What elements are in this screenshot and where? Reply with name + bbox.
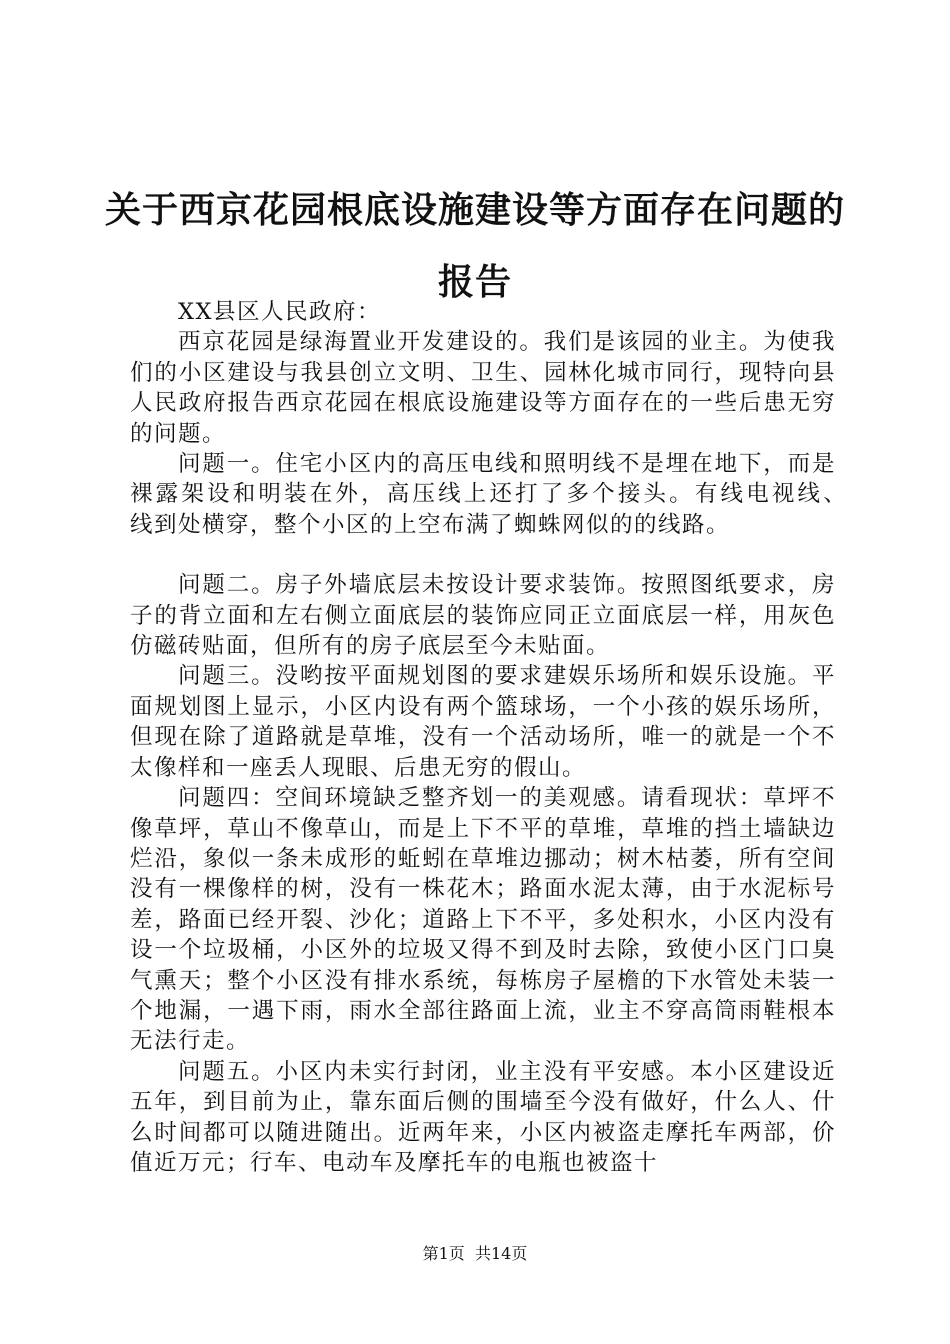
page-number: 第1页 — [422, 1244, 465, 1263]
page-total: 共14页 — [474, 1244, 528, 1263]
paragraph-problem-1: 问题一。住宅小区内的高压电线和照明线不是埋在地下，而是裸露架设和明装在外，高压线上还打了多个接头。有线电视线、 线到处横穿，整个小区的上空布满了蜘蛛网似的的线路。 — [130, 451, 885, 538]
document-body — [130, 297, 885, 1178]
paragraph-problem-5: 问题五。小区内未实行封闭，业主没有平安感。本小区建设近五年，到目前为止，靠东面后侧的围墙至今没有做好，什么人、什么时间都可以随进随出。近两年来，小区内被盗走摩托车两部，价值近万元；行车、电动车及摩托车的电瓶也被盗十 — [130, 1058, 836, 1176]
paragraph-problem-4: 问题四：空间环境缺乏整齐划一的美观感。请看现状：草坪不像草坪，草山不像草山，而是上下不平的草堆，草堆的挡土墙缺边烂沿，象似一条未成形的蚯蚓在草堆边挪动；树木枯萎，所有空间没有一棵像样的树，没有一株花木；路面水泥太薄，由于水泥标号差，路面已经开裂、沙化；道路上下不平，多处积水，小区内没有设一个垃圾桶，小区外的垃圾又得不到及时去除，致使小区门口臭气熏天；整个小区没有排水系统，每栋房子屋檐的下水管处未装一个地漏，一遇下雨，雨水全部往路面上流，业主不穿高筒雨鞋根本无法行走。 — [130, 785, 836, 1055]
document-title: 关于西京花园根底设施建设等方面存在问题的报告 — [104, 189, 845, 303]
paragraph-problem-2: 问题二。房子外墙底层未按设计要求装饰。按照图纸要求，房子的背立面和左右侧立面底层的装饰应同正立面底层一样，用灰色仿磁砖贴面，但所有的房子底层至今未贴面。 — [130, 572, 836, 660]
paragraph-problem-3: 问题三。没哟按平面规划图的要求建娱乐场所和娱乐设施。平面规划图上显示，小区内设有两个篮球场，一个小孩的娱乐场所，但现在除了道路就是草堆，没有一个活动场所，唯一的就是一个不太像样和一座丢人现眼、后患无穷的假山。 — [130, 663, 836, 781]
page-footer — [0, 1244, 950, 1264]
footer-separator — [465, 1244, 475, 1263]
salutation: XX县区人民政府： — [178, 299, 382, 325]
paragraph-intro: 西京花园是绿海置业开发建设的。我们是该园的业主。为使我们的小区建设与我县创立文明、卫生、园林化城市同行，现特向县人民政府报告西京花园在根底设施建设等方面存在的一些后患无穷的问题。 — [130, 329, 836, 447]
